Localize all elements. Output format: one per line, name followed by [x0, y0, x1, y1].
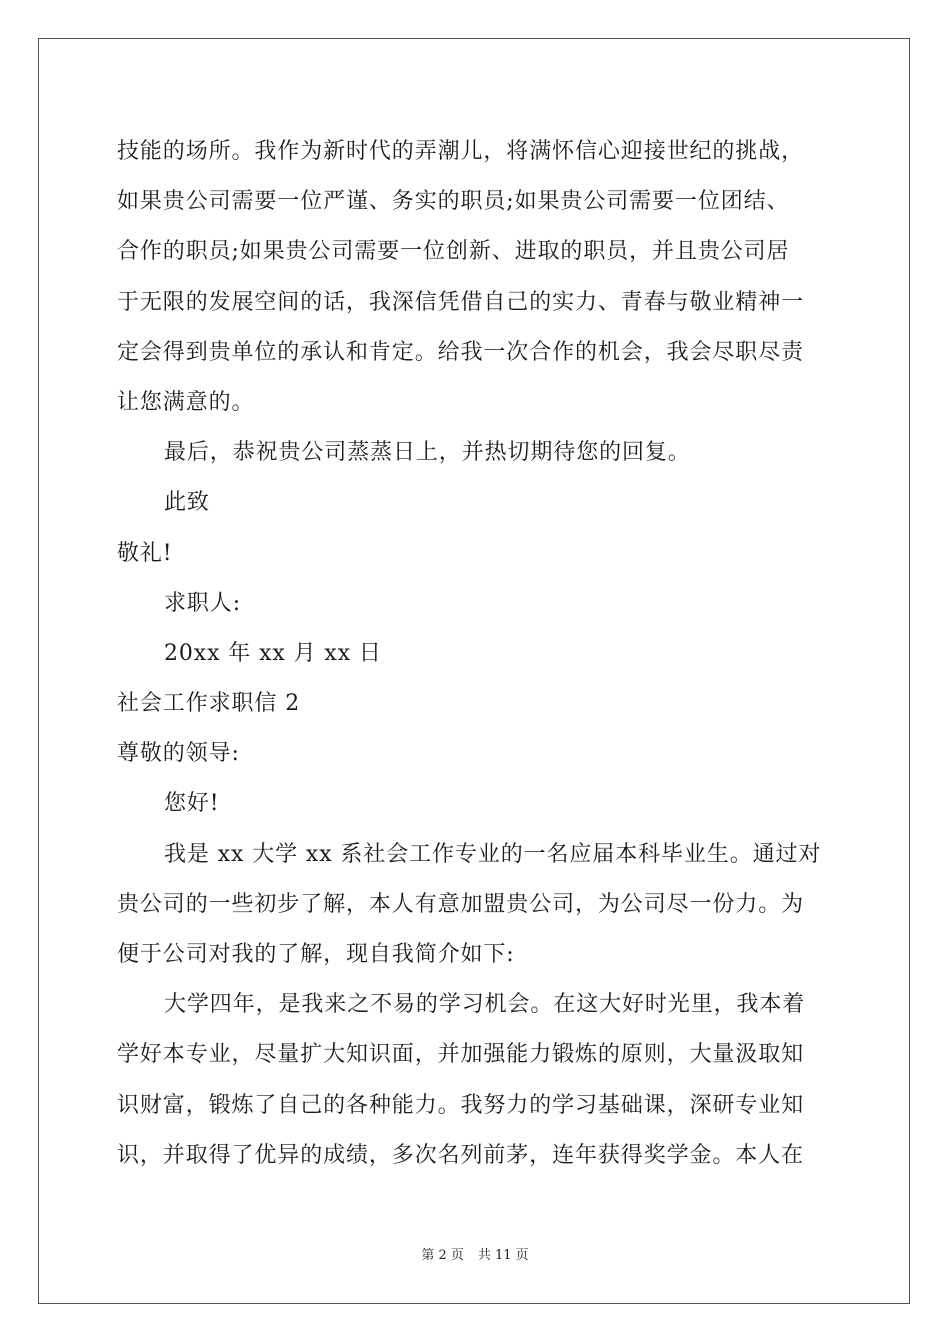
text-line: 您好! — [164, 791, 220, 817]
text-line: 如果贵公司需要一位严谨、务实的职员;如果贵公司需要一位团结、 — [117, 189, 790, 215]
text-line: 我是 xx 大学 xx 系社会工作专业的一名应届本科毕业生。通过对 — [164, 841, 822, 867]
text-line: 社会工作求职信 2 — [117, 691, 301, 717]
text-line: 敬礼! — [117, 540, 173, 566]
text-line: 识，并取得了优异的成绩，多次名列前茅，连年获得奖学金。本人在 — [117, 1142, 805, 1168]
page-total: 共 11 页 — [477, 1248, 529, 1263]
text-line: 学好本专业，尽量扩大知识面，并加强能力锻炼的原则，大量汲取知 — [117, 1042, 805, 1068]
page-number: 第 2 页 — [421, 1248, 464, 1263]
text-line: 让您满意的。 — [117, 389, 255, 415]
text-line: 定会得到贵单位的承认和肯定。给我一次合作的机会，我会尽职尽责 — [117, 339, 805, 365]
text-line: 合作的职员;如果贵公司需要一位创新、进取的职员，并且贵公司居 — [117, 239, 790, 265]
text-line: 20xx 年 xx 月 xx 日 — [164, 640, 382, 666]
text-line: 于无限的发展空间的话，我深信凭借自己的实力、青春与敬业精神一 — [117, 289, 805, 315]
text-line: 便于公司对我的了解，现自我简介如下: — [117, 942, 515, 967]
text-line: 求职人: — [164, 590, 242, 616]
text-line: 识财富，锻炼了自己的各种能力。我努力的学习基础课，深研专业知 — [117, 1092, 805, 1118]
text-line: 贵公司的一些初步了解，本人有意加盟贵公司，为公司尽一份力。为 — [117, 891, 805, 917]
text-line: 尊敬的领导: — [117, 741, 240, 767]
document-body — [117, 127, 837, 1181]
text-line: 大学四年，是我来之不易的学习机会。在这大好时光里，我本着 — [164, 992, 806, 1018]
text-line: 最后，恭祝贵公司蒸蒸日上，并热切期待您的回复。 — [164, 440, 691, 466]
text-line: 技能的场所。我作为新时代的弄潮儿，将满怀信心迎接世纪的挑战， — [117, 139, 805, 164]
page-footer — [0, 1244, 950, 1263]
text-line: 此致 — [164, 490, 210, 516]
